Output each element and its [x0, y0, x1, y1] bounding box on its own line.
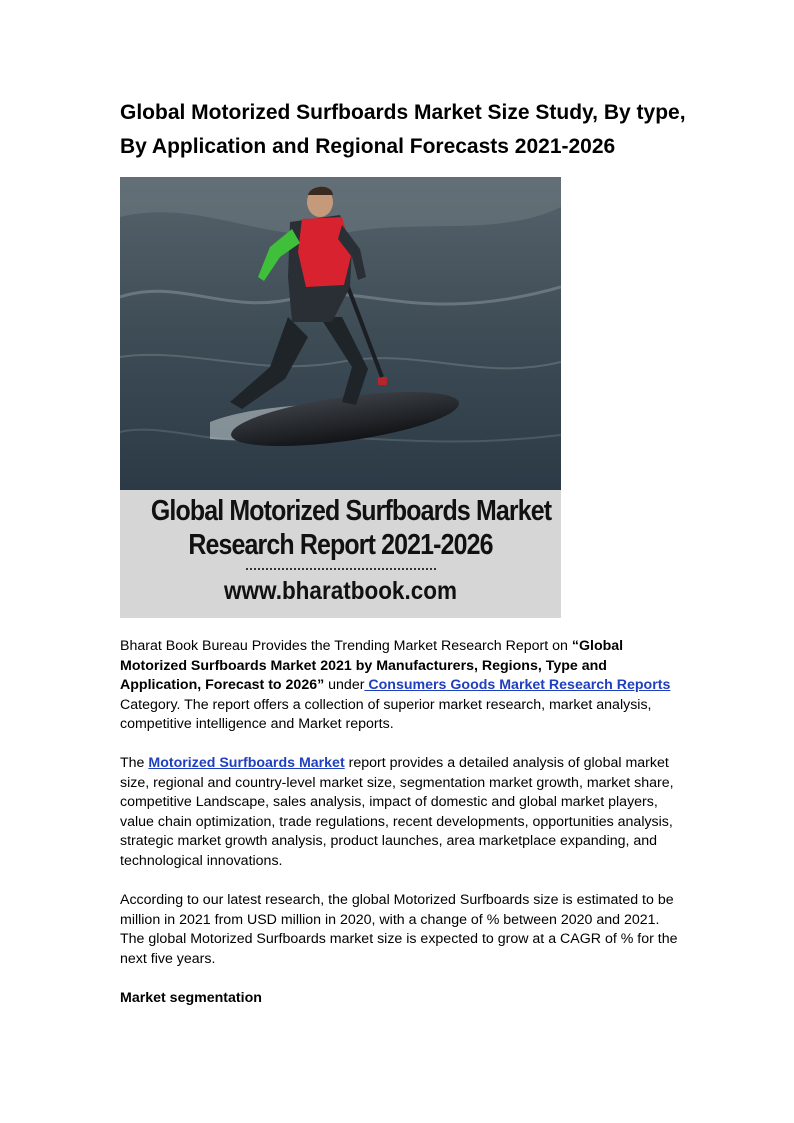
page-title: Global Motorized Surfboards Market Size Study, By type, By Application and Regional Forecasts 2021-2026 — [120, 101, 686, 158]
banner-divider — [246, 568, 436, 570]
cover-banner — [120, 490, 561, 618]
research-paragraph: According to our latest research, the global Motorized Surfboards size is estimated to be million in 2021 from USD million in 2020, with a change of % between 2020 and 2021. The global Motorized Surfboards market size is expected to grow at a CAGR of % for the next five years. — [120, 892, 678, 967]
analysis-tail-text: report provides a detailed analysis of global market size, regional and country-level market size, segmentation market growth, market share, competitive Landscape, sales analysis, impact of domestic and global market players, value chain optimization, trade regulations, recent developments, opportunities analysis, strategic market growth analysis, product launches, area marketplace expanding, and technological innovations. — [120, 755, 674, 869]
banner-title-line2: Research Report 2021-2026 — [188, 529, 493, 561]
intro-tail-text: Category. The report offers a collection of superior market research, market analysis, competitive intelligence and Market reports. — [120, 696, 652, 733]
intro-text: Bharat Book Bureau Provides the Trending Market Research Report on — [120, 638, 572, 654]
section-heading: Market segmentation — [120, 990, 262, 1006]
analysis-paragraph — [120, 754, 680, 872]
analysis-lead-text: The — [120, 755, 149, 771]
report-title-text: “Global Motorized Surfboards Market 2021 by Manufacturers, Regions, Type and Application, Forecast to 2026” — [120, 638, 624, 694]
category-link[interactable]: Consumers Goods Market Research Reports — [364, 677, 671, 694]
market-link[interactable]: Motorized Surfboards Market — [148, 755, 345, 771]
cover-image — [120, 177, 561, 618]
under-text: under — [324, 677, 365, 694]
banner-url: www.bharatbook.com — [224, 577, 457, 605]
intro-paragraph — [120, 637, 680, 735]
surfer-photo — [120, 177, 561, 490]
banner-title-line1: Global Motorized Surfboards Market — [150, 495, 552, 527]
